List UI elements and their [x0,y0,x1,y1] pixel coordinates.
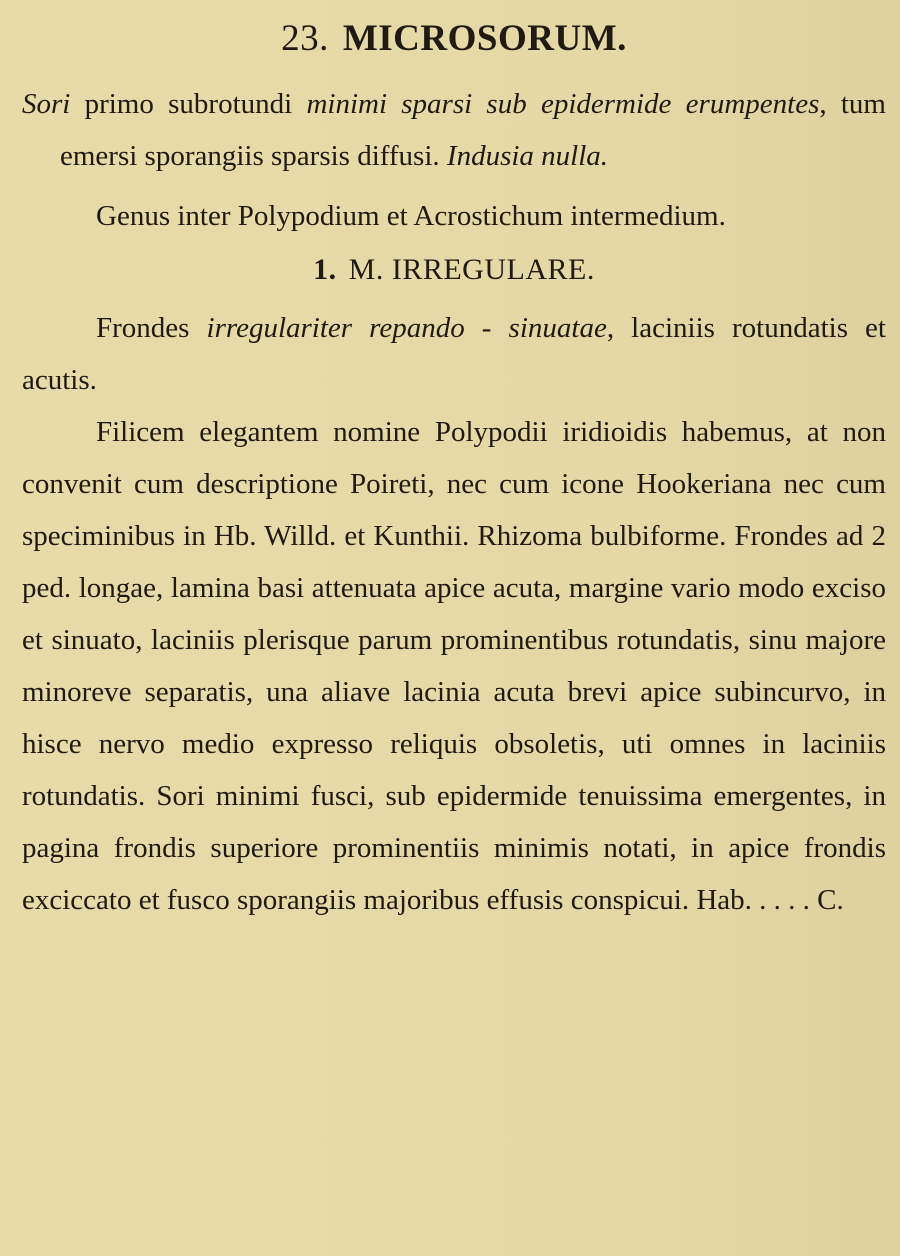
description-text-1: primo subrotundi [70,88,307,120]
description-italic-1: minimi sparsi sub epidermide erumpentes [306,88,820,120]
diagnosis-text-2: , laciniis rotundatis et acutis. [22,312,886,396]
genus-number: 23. [281,18,329,59]
diagnosis-text-1: Frondes [96,312,207,344]
species-heading [22,244,886,296]
genus-note: Genus inter Polypodium et Acrostichum intermedium. [96,200,726,232]
description-text-2: , tum emersi sporangiis sparsis diffusi. [60,88,886,172]
species-diagnosis [22,302,886,406]
diagnosis-italic: irregulariter repando - sinuatae [206,312,607,344]
sori-word: Sori [22,88,71,120]
species-number: 1. [313,253,337,286]
genus-name: MICROSORUM. [342,18,627,59]
species-discussion: Filicem elegantem nomine Polypodii iridioidis habemus, at non convenit cum descriptione Poireti, nec cum icone Hookeriana nec cum speciminibus in Hb. Willd. et Kunthii. Rhizoma bulbiforme. Frondes ad 2 ped. longae, lamina basi attenuata apice acuta, margine vario modo exciso et sinuato, laciniis plerisque parum prominentibus rotundatis, sinu majore minoreve separatis, una aliave lacinia acuta brevi apice subincurvo, in hisce nervo medio expresso reliquis obsoletis, uti omnes in laciniis rotundatis. Sori minimi fusci, sub epidermide tenuissima emergentes, in pagina frondis superiore prominentiis minimis notati, in apice frondis exciccato et fusco sporangiis majoribus effusis conspicui. Hab. . . . . C. [22,416,886,916]
genus-description [22,78,886,182]
description-italic-2: Indusia nulla. [446,140,609,172]
genus-heading [22,10,886,68]
species-name: M. IRREGULARE. [348,253,595,286]
